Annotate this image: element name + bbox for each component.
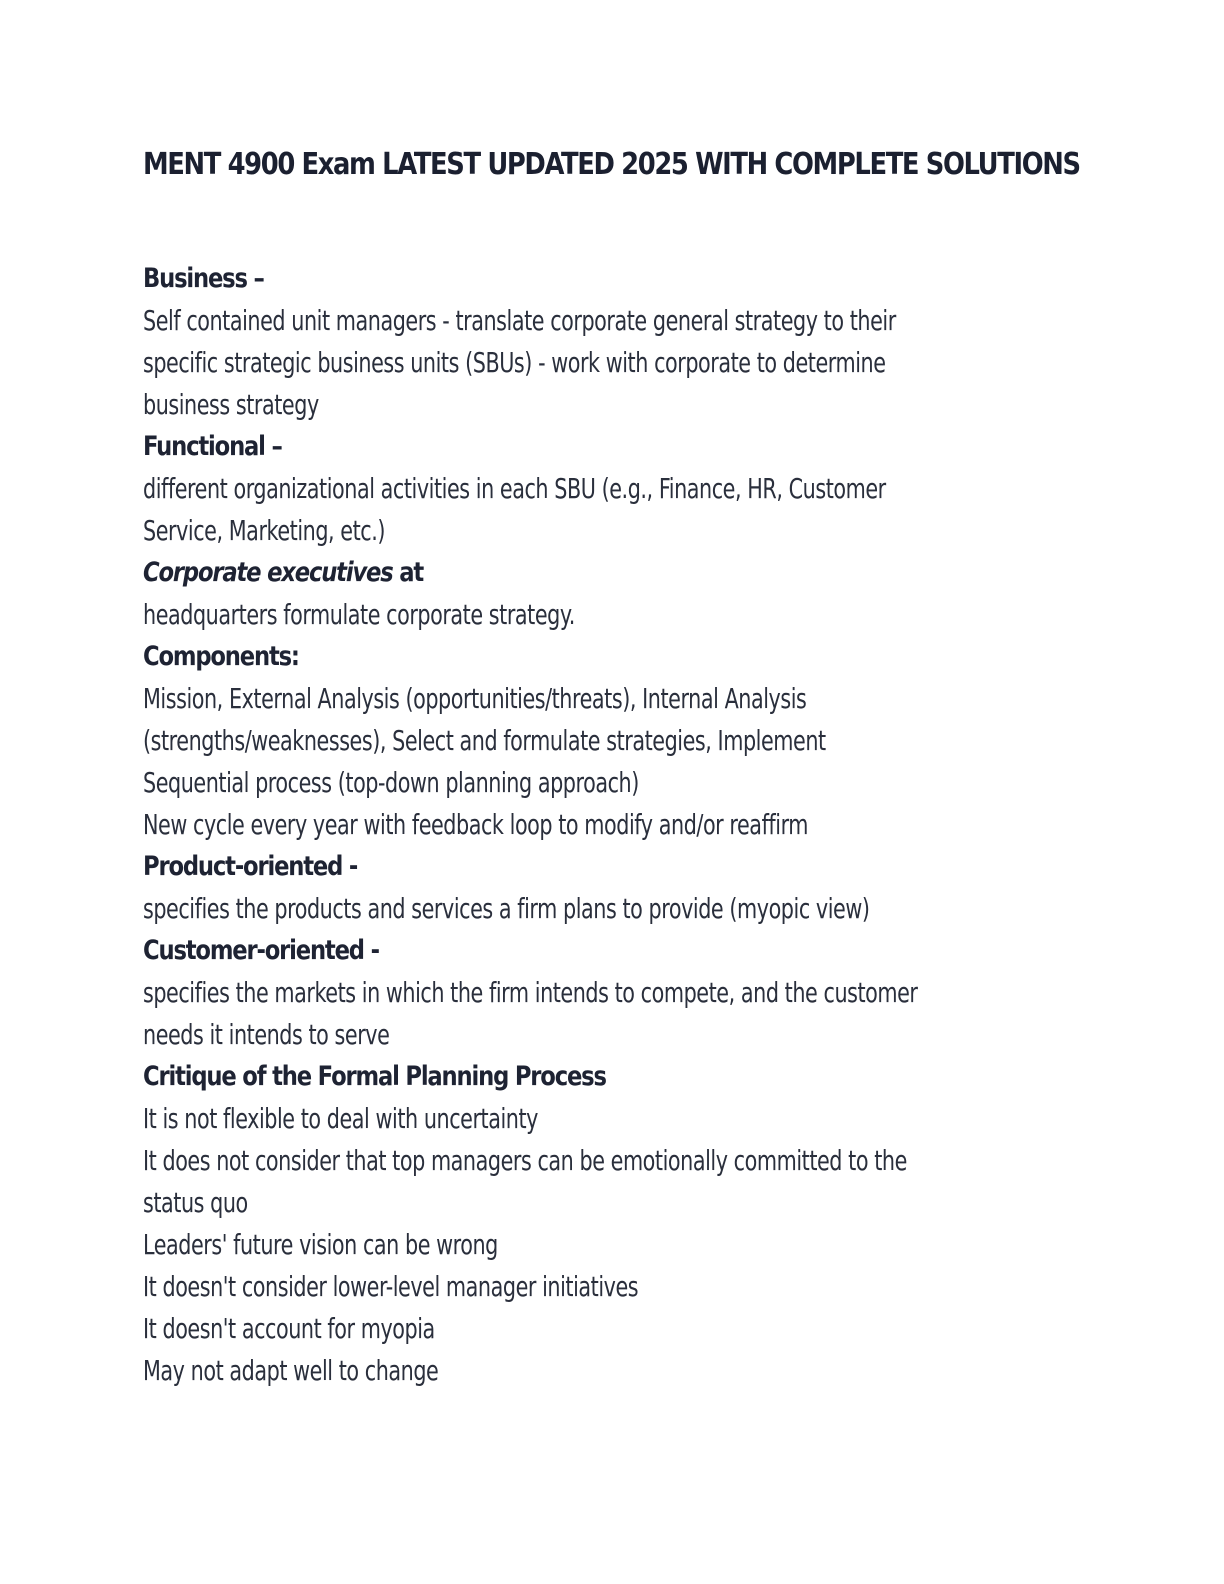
section-heading-business: Business – — [143, 263, 264, 294]
section-heading-corporate — [143, 552, 933, 594]
body-line: It is not flexible to deal with uncertainty — [143, 1102, 538, 1135]
body-line: specific strategic business units (SBUs) - work with corporate to determine — [143, 346, 886, 379]
body-line: May not adapt well to change — [143, 1354, 439, 1387]
body-line: business strategy — [143, 388, 319, 421]
section-heading-product-oriented: Product-oriented - — [143, 851, 358, 882]
body-line: It does not consider that top managers can be emotionally committed to the — [143, 1144, 907, 1177]
body-line: needs it intends to serve — [143, 1018, 390, 1051]
section-heading-functional: Functional – — [143, 431, 282, 462]
section-critique — [143, 1056, 1083, 1392]
body-line: status quo — [143, 1186, 248, 1219]
heading-rest-text: at — [392, 557, 424, 588]
body-line: New cycle every year with feedback loop to modify and/or reaffirm — [143, 808, 809, 841]
section-components — [143, 636, 1083, 846]
body-line: specifies the products and services a firm plans to provide (myopic view) — [143, 892, 870, 925]
body-line: Sequential process (top-down planning approach) — [143, 766, 639, 799]
body-line: headquarters formulate corporate strategy. — [143, 598, 575, 631]
body-line: Leaders' future vision can be wrong — [143, 1228, 498, 1261]
body-line: (strengths/weaknesses), Select and formulate strategies, Implement — [143, 724, 826, 757]
section-heading-critique: Critique of the Formal Planning Process — [143, 1061, 606, 1092]
document-title: MENT 4900 Exam LATEST UPDATED 2025 WITH COMPLETE SOLUTIONS — [143, 147, 1080, 182]
body-line: Service, Marketing, etc.) — [143, 514, 386, 547]
body-line: Self contained unit managers - translate corporate general strategy to their — [143, 304, 896, 337]
section-functional — [143, 426, 1083, 552]
section-heading-components: Components: — [143, 641, 299, 672]
section-heading-customer-oriented: Customer-oriented - — [143, 935, 379, 966]
section-customer-oriented — [143, 930, 1083, 1056]
body-line: specifies the markets in which the firm intends to compete, and the customer — [143, 976, 918, 1009]
section-corporate — [143, 552, 1083, 636]
body-line: It doesn't consider lower-level manager initiatives — [143, 1270, 639, 1303]
section-product-oriented — [143, 846, 1083, 930]
section-business — [143, 258, 1083, 426]
body-line: It doesn't account for myopia — [143, 1312, 435, 1345]
document-content — [143, 142, 1083, 1392]
heading-italic-text: Corporate executives — [143, 557, 393, 588]
body-line: Mission, External Analysis (opportunities/threats), Internal Analysis — [143, 682, 807, 715]
body-line: different organizational activities in each SBU (e.g., Finance, HR, Customer — [143, 472, 886, 505]
